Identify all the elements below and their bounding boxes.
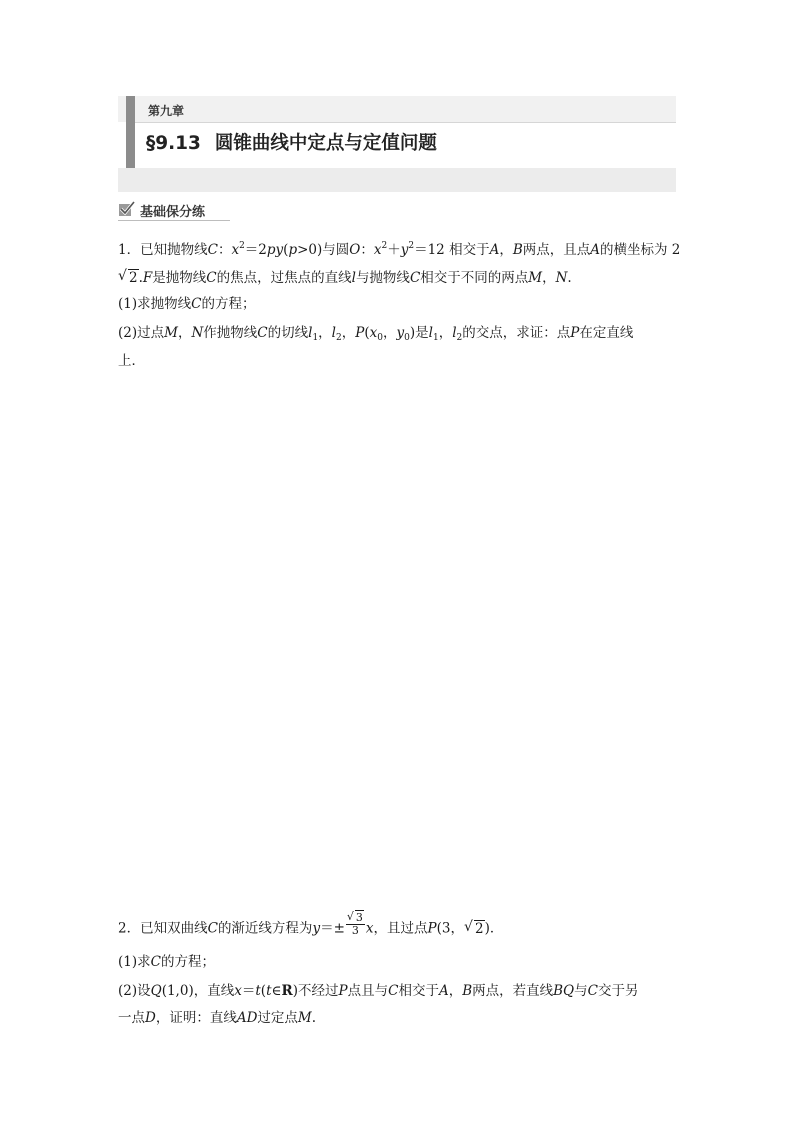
problem-1-line-2 — [118, 266, 572, 286]
subscript: 1 — [432, 333, 439, 343]
fraction-numerator — [346, 911, 365, 925]
text: R — [281, 983, 293, 999]
text: (1)求抛物线 — [118, 296, 192, 312]
text: (3， — [436, 920, 464, 937]
text: ＝± — [320, 920, 345, 937]
text: 与抛物线 — [355, 270, 410, 286]
text: C — [150, 954, 161, 970]
problem-2-line-1 — [118, 910, 504, 942]
text: 作抛物线 — [203, 325, 258, 341]
text: l — [452, 325, 457, 341]
text: 的切线 — [267, 325, 309, 341]
text: 交于另 — [597, 983, 639, 999]
text: y — [400, 242, 409, 258]
problem-2-line-2 — [118, 950, 215, 970]
text: B — [462, 983, 473, 999]
text: ＝12 相交于 — [414, 242, 490, 258]
text: C — [206, 270, 217, 286]
text: 的方程； — [201, 296, 256, 312]
text: N — [191, 325, 204, 341]
text: x — [365, 920, 374, 937]
text: P — [570, 325, 580, 341]
practice-label: 基础保分练 — [140, 205, 206, 220]
text: 与 — [574, 983, 588, 999]
text: M — [528, 270, 543, 286]
text: BQ — [553, 983, 575, 999]
text: 过定点 — [257, 1010, 298, 1026]
problem-2-line-3 — [118, 979, 638, 999]
radical-icon: √ — [346, 910, 354, 923]
text: C — [587, 983, 598, 999]
text: ， — [341, 325, 356, 341]
text: l — [428, 325, 433, 341]
text: >0)与圆 — [297, 242, 350, 258]
text: 两点，若直线 — [472, 983, 554, 999]
sqrt-expression — [118, 270, 139, 286]
text: ， — [177, 325, 192, 341]
text: ＝2 — [244, 242, 267, 258]
subscript: 0 — [404, 333, 410, 343]
chapter-header — [118, 96, 676, 192]
problem-1-line-1 — [118, 238, 680, 258]
superscript: 2 — [408, 241, 415, 251]
text: Q — [150, 983, 162, 999]
superscript: 2 — [239, 241, 245, 251]
text: . — [311, 1010, 317, 1026]
radical-icon: √ — [118, 268, 127, 284]
text: P — [355, 325, 365, 341]
problem-1-line-4 — [118, 321, 633, 343]
text: x — [234, 983, 242, 999]
text: . — [138, 270, 143, 286]
sqrt-expression — [463, 918, 485, 937]
text: (1,0)，直线 — [161, 983, 235, 999]
text: l — [331, 325, 336, 341]
text: 2．已知双曲线 — [118, 920, 208, 937]
text: 相交于不同的两点 — [420, 270, 529, 286]
text: 在定直线 — [579, 325, 634, 341]
subscript: 0 — [377, 333, 383, 343]
text: P — [338, 983, 348, 999]
text: A — [438, 983, 449, 999]
text: x — [369, 325, 378, 341]
text: D — [145, 1010, 156, 1026]
text: 点且与 — [347, 983, 389, 999]
text: A — [590, 242, 600, 258]
radicand: 3 — [355, 911, 363, 924]
subscript: 2 — [456, 333, 463, 343]
header-accent-bar — [126, 96, 135, 168]
text: 是抛物线 — [152, 270, 207, 286]
fraction — [346, 911, 365, 937]
problem-1-line-5: 上． — [118, 353, 145, 369]
text: ，且过点 — [373, 920, 428, 937]
text: x — [373, 242, 382, 258]
text: 的交点，求证：点 — [462, 325, 571, 341]
text: ，证明：直线 — [155, 1010, 237, 1026]
text: (2)过点 — [118, 325, 165, 341]
text: ( — [283, 242, 289, 258]
text: ＝ — [241, 983, 256, 999]
section-title-text: 圆锥曲线中定点与定值问题 — [214, 133, 437, 154]
text: P — [427, 920, 437, 937]
text: N — [555, 270, 568, 286]
superscript: 2 — [381, 241, 388, 251]
text: (1)求 — [118, 954, 151, 970]
text: ： — [360, 242, 374, 258]
text: ( — [260, 983, 267, 999]
radical-icon: √ — [463, 918, 473, 935]
subscript: 1 — [312, 333, 319, 343]
text: 的渐近线方程为 — [217, 920, 313, 937]
text: ， — [542, 270, 556, 286]
text: ＋ — [387, 242, 401, 258]
text: C — [409, 270, 421, 286]
text: C — [207, 920, 218, 937]
text: M — [297, 1010, 312, 1026]
text: ： — [217, 242, 232, 258]
text: ， — [499, 242, 513, 258]
text: M — [164, 325, 178, 341]
text: 两点，且点 — [522, 242, 591, 258]
text: ， — [382, 325, 397, 341]
text: 1．已知抛物线 — [118, 242, 208, 258]
text: 的焦点，过焦点的直线 — [216, 270, 352, 286]
problem-1-line-3 — [118, 292, 255, 312]
text: 一点 — [118, 1010, 145, 1026]
text: F — [142, 270, 153, 286]
text: )是 — [409, 325, 429, 341]
chapter-label: 第九章 — [148, 104, 185, 118]
text: l — [351, 270, 356, 286]
text: l — [308, 325, 313, 341]
text: ∈ — [271, 983, 282, 999]
fraction-denominator: 3 — [351, 924, 359, 937]
text: )． — [484, 920, 504, 937]
sqrt-expression — [347, 911, 364, 924]
text: . — [567, 270, 572, 286]
text: C — [388, 983, 399, 999]
text: ( — [364, 325, 370, 341]
text: O — [349, 242, 361, 258]
text: B — [512, 242, 523, 258]
text: t — [255, 983, 261, 999]
text: C — [191, 296, 202, 312]
problem-2-line-4 — [118, 1006, 316, 1026]
radicand: 2 — [474, 920, 484, 937]
section-title — [146, 129, 437, 155]
subscript: 2 — [336, 333, 342, 343]
text: ， — [318, 325, 332, 341]
text: C — [207, 242, 218, 258]
text: )不经过 — [292, 983, 339, 999]
text: 的横坐标为 2 — [600, 242, 681, 258]
text: p — [288, 242, 298, 258]
text: y — [396, 325, 405, 341]
text: t — [266, 983, 272, 999]
header-divider — [135, 122, 676, 123]
practice-section-label — [118, 200, 230, 221]
text: 相交于 — [398, 983, 439, 999]
text: 的方程； — [160, 954, 215, 970]
text: C — [257, 325, 268, 341]
text: A — [489, 242, 500, 258]
text: ， — [438, 325, 453, 341]
text: x — [231, 242, 240, 258]
text: py — [266, 242, 284, 258]
text: ， — [448, 983, 463, 999]
section-number: §9.13 — [146, 133, 201, 154]
check-box-icon — [118, 201, 136, 217]
text: (2)设 — [118, 983, 151, 999]
text: AD — [236, 1010, 258, 1026]
radicand: 2 — [129, 270, 138, 286]
text: y — [312, 920, 321, 937]
